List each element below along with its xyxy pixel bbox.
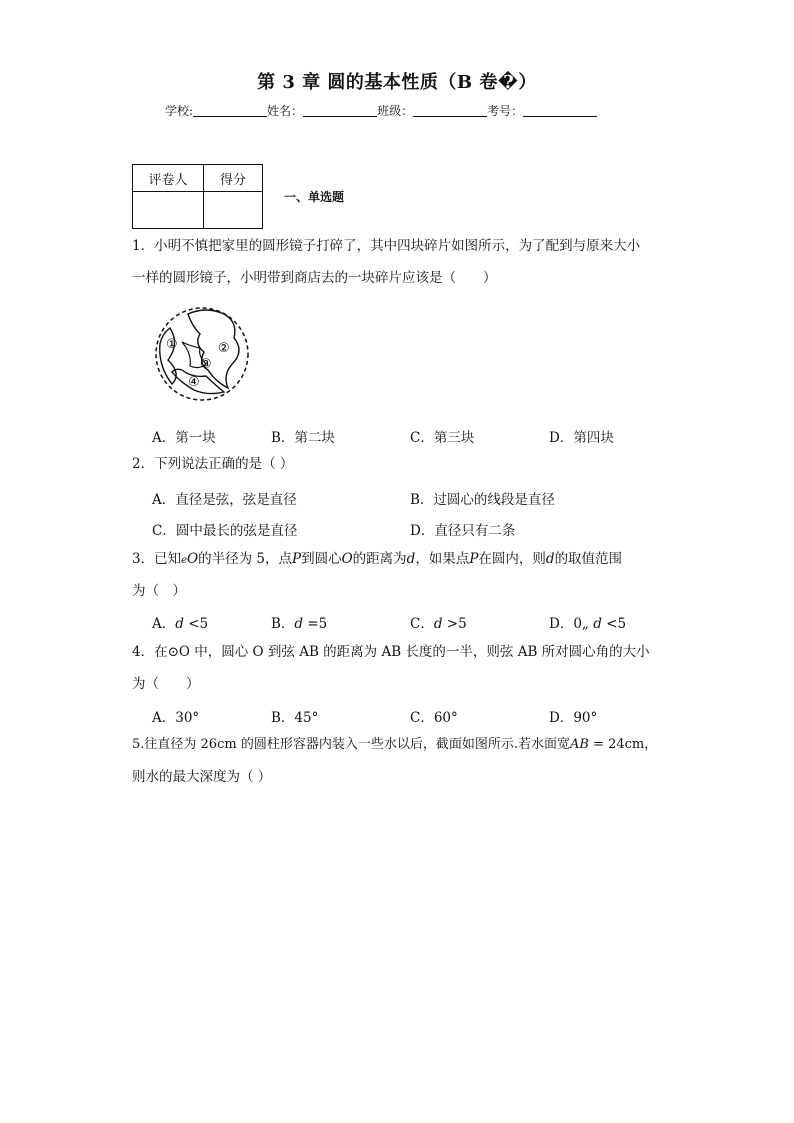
fragment-label-2: ②	[218, 341, 230, 356]
fragment-label-1: ①	[166, 337, 178, 352]
student-info-line	[165, 102, 597, 119]
q3-option-c[interactable]: C．d >5	[410, 616, 467, 632]
mirror-fragments-figure	[150, 304, 260, 408]
school-blank[interactable]	[193, 104, 267, 117]
fragment-label-4: ④	[188, 375, 200, 390]
q4-option-b[interactable]: B．45°	[271, 710, 319, 726]
class-blank[interactable]	[413, 104, 487, 117]
q3-option-d[interactable]: D．0„ d <5	[549, 616, 627, 632]
fragment-label-3: ③	[200, 357, 212, 372]
q4-option-c[interactable]: C．60°	[410, 710, 458, 726]
q1-option-d[interactable]: D．第四块	[549, 430, 614, 446]
school-label: 学校:	[165, 104, 194, 118]
grader-header: 评卷人	[133, 165, 204, 192]
q2-option-c[interactable]: C．圆中最长的弦是直径	[152, 523, 298, 539]
grader-table	[132, 164, 263, 229]
name-label: 姓名：	[267, 104, 304, 118]
q4-option-d[interactable]: D．90°	[549, 710, 598, 726]
question-3-line-1: 3．已知eO的半径为 5，点P到圆心O的距离为d，如果点P在圆内，则d的取值范围	[132, 551, 623, 567]
question-1-line-2: 一样的圆形镜子，小明带到商店去的一块碎片应该是（ ）	[132, 270, 497, 286]
q3-option-a[interactable]: A．d <5	[152, 616, 209, 632]
question-5-line-1: 5.往直径为 26cm 的圆柱形容器内装入一些水以后，截面如图所示.若水面宽AB = 24cm，	[132, 737, 658, 752]
circle-symbol: e	[181, 555, 188, 566]
q2-option-d[interactable]: D．直径只有二条	[410, 523, 516, 539]
question-2-line-1: 2．下列说法正确的是（ ）	[132, 456, 294, 472]
q3-option-b[interactable]: B．d =5	[271, 616, 328, 632]
score-cell[interactable]	[204, 192, 263, 229]
score-header: 得分	[204, 165, 263, 192]
question-1-line-1: 1．小明不慎把家里的圆形镜子打碎了，其中四块碎片如图所示，为了配到与原来大小	[132, 238, 641, 254]
q1-option-b[interactable]: B．第二块	[271, 430, 335, 446]
q2-option-a[interactable]: A．直径是弦，弦是直径	[152, 492, 297, 508]
question-5-line-2: 则水的最大深度为（ ）	[132, 769, 272, 785]
section-title: 一、单选题	[284, 190, 345, 204]
question-3-line-2: 为（ ）	[132, 583, 186, 599]
mirror-outline	[156, 308, 248, 400]
question-4-line-1: 4．在⊙O 中，圆心 O 到弦 AB 的距离为 AB 长度的一半，则弦 AB 所对圆心角的大小	[132, 644, 650, 660]
name-blank[interactable]	[303, 104, 377, 117]
grader-cell[interactable]	[133, 192, 204, 229]
question-4-line-2: 为（ ）	[132, 676, 200, 692]
q1-option-a[interactable]: A．第一块	[152, 430, 216, 446]
q2-option-b[interactable]: B．过圆心的线段是直径	[410, 492, 555, 508]
class-label: 班级：	[377, 104, 414, 118]
number-label: 考号：	[487, 104, 524, 118]
q1-option-c[interactable]: C．第三块	[410, 430, 475, 446]
number-blank[interactable]	[523, 104, 597, 117]
page-title: 第 3 章 圆的基本性质（B 卷�）	[257, 72, 537, 93]
q4-option-a[interactable]: A．30°	[152, 710, 200, 726]
